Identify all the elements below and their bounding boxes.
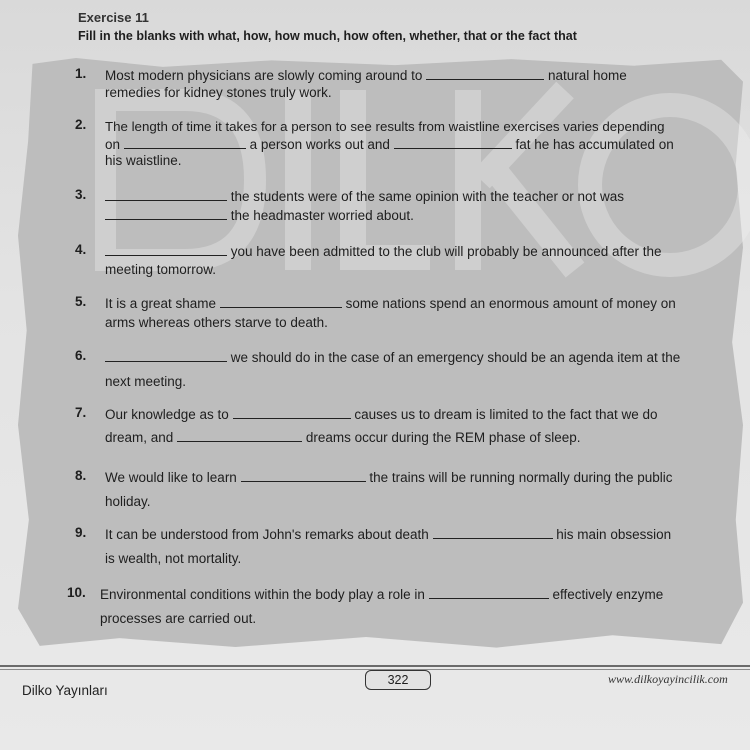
exercise-title: Exercise 11	[78, 10, 149, 25]
item-4-text-a: you have been admitted to the club will probably be announced after the	[230, 244, 662, 259]
item-6-blank-1[interactable]	[105, 348, 227, 362]
item-10-line-2: processes are carried out.	[100, 611, 257, 626]
item-2-blank-2[interactable]	[394, 135, 512, 149]
item-5-text-b: some nations spend an enormous amount of money on	[345, 296, 676, 311]
item-8-text-b: the trains will be running normally during the public	[369, 470, 673, 485]
item-2-line-3: his waistline.	[105, 153, 182, 168]
item-7-blank-1[interactable]	[233, 405, 351, 419]
item-9-line-2: is wealth, not mortality.	[105, 551, 242, 566]
item-5-line-1	[105, 294, 676, 313]
item-4-blank-1[interactable]	[105, 242, 227, 256]
exercise-header	[78, 10, 577, 43]
item-1-line-2: remedies for kidney stones truly work.	[105, 85, 332, 100]
item-8-line-2: holiday.	[105, 494, 151, 509]
item-1-text-a: Most modern physicians are slowly coming around to	[105, 68, 423, 83]
item-9-number: 9.	[75, 525, 87, 540]
item-6-line-1	[105, 348, 680, 367]
item-1-blank-1[interactable]	[426, 66, 544, 80]
item-2-text-c: fat he has accumulated on	[515, 137, 674, 152]
publisher-name: Dilko Yayınları	[22, 683, 108, 698]
item-7-text-a: Our knowledge as to	[105, 407, 229, 422]
item-8-text-a: We would like to learn	[105, 470, 237, 485]
item-9-blank-1[interactable]	[433, 525, 553, 539]
item-2-number: 2.	[75, 117, 87, 132]
item-10-number: 10.	[67, 585, 86, 600]
item-6-line-2: next meeting.	[105, 374, 187, 389]
item-5-number: 5.	[75, 294, 87, 309]
item-3-blank-1[interactable]	[105, 187, 227, 201]
item-1-number: 1.	[75, 66, 87, 81]
item-10-text-b: effectively enzyme	[552, 587, 664, 602]
item-6-text-a: we should do in the case of an emergency should be an agenda item at the	[230, 350, 681, 365]
item-2-line-2	[105, 135, 674, 154]
item-7-number: 7.	[75, 405, 87, 420]
item-7-text-c: dream, and	[105, 430, 174, 445]
item-2-blank-1[interactable]	[124, 135, 246, 149]
item-3-number: 3.	[75, 187, 87, 202]
item-7-text-b: causes us to dream is limited to the fact that we do	[354, 407, 658, 422]
item-4-line-1	[105, 242, 662, 261]
item-3-blank-2[interactable]	[105, 206, 227, 220]
item-3-line-2	[105, 206, 414, 225]
item-5-blank-1[interactable]	[220, 294, 342, 308]
item-9-line-1	[105, 525, 671, 544]
item-4-line-2: meeting tomorrow.	[105, 262, 217, 277]
item-4-number: 4.	[75, 242, 87, 257]
item-2-line-1: The length of time it takes for a person to see results from waistline exercises varies depending	[105, 119, 665, 134]
item-7-line-1	[105, 405, 658, 424]
item-7-line-2	[105, 428, 580, 447]
footer-rule	[0, 665, 750, 667]
item-6-number: 6.	[75, 348, 87, 363]
item-10-text-a: Environmental conditions within the body play a role in	[100, 587, 425, 602]
item-3-line-1	[105, 187, 624, 206]
item-7-text-d: dreams occur during the REM phase of sleep.	[305, 430, 581, 445]
item-8-line-1	[105, 468, 673, 487]
item-8-number: 8.	[75, 468, 87, 483]
page-number: 322	[365, 670, 431, 690]
item-10-line-1	[100, 585, 663, 604]
item-9-text-a: It can be understood from John's remarks about death	[105, 527, 429, 542]
item-8-blank-1[interactable]	[241, 468, 366, 482]
item-1-text-b: natural home	[547, 68, 627, 83]
item-10-blank-1[interactable]	[429, 585, 549, 599]
item-2-text-a: on	[105, 137, 121, 152]
item-5-text-a: It is a great shame	[105, 296, 217, 311]
item-2-text-b: a person works out and	[249, 137, 390, 152]
item-3-text-b: the headmaster worried about.	[230, 208, 414, 223]
exercise-instruction: Fill in the blanks with what, how, how much, how often, whether, that or the fact that	[78, 29, 577, 43]
item-5-line-2: arms whereas others starve to death.	[105, 315, 328, 330]
item-7-blank-2[interactable]	[177, 428, 302, 442]
item-3-text-a: the students were of the same opinion with the teacher or not was	[230, 189, 624, 204]
publisher-website: www.dilkoyayincilik.com	[608, 672, 728, 686]
item-9-text-b: his main obsession	[556, 527, 672, 542]
